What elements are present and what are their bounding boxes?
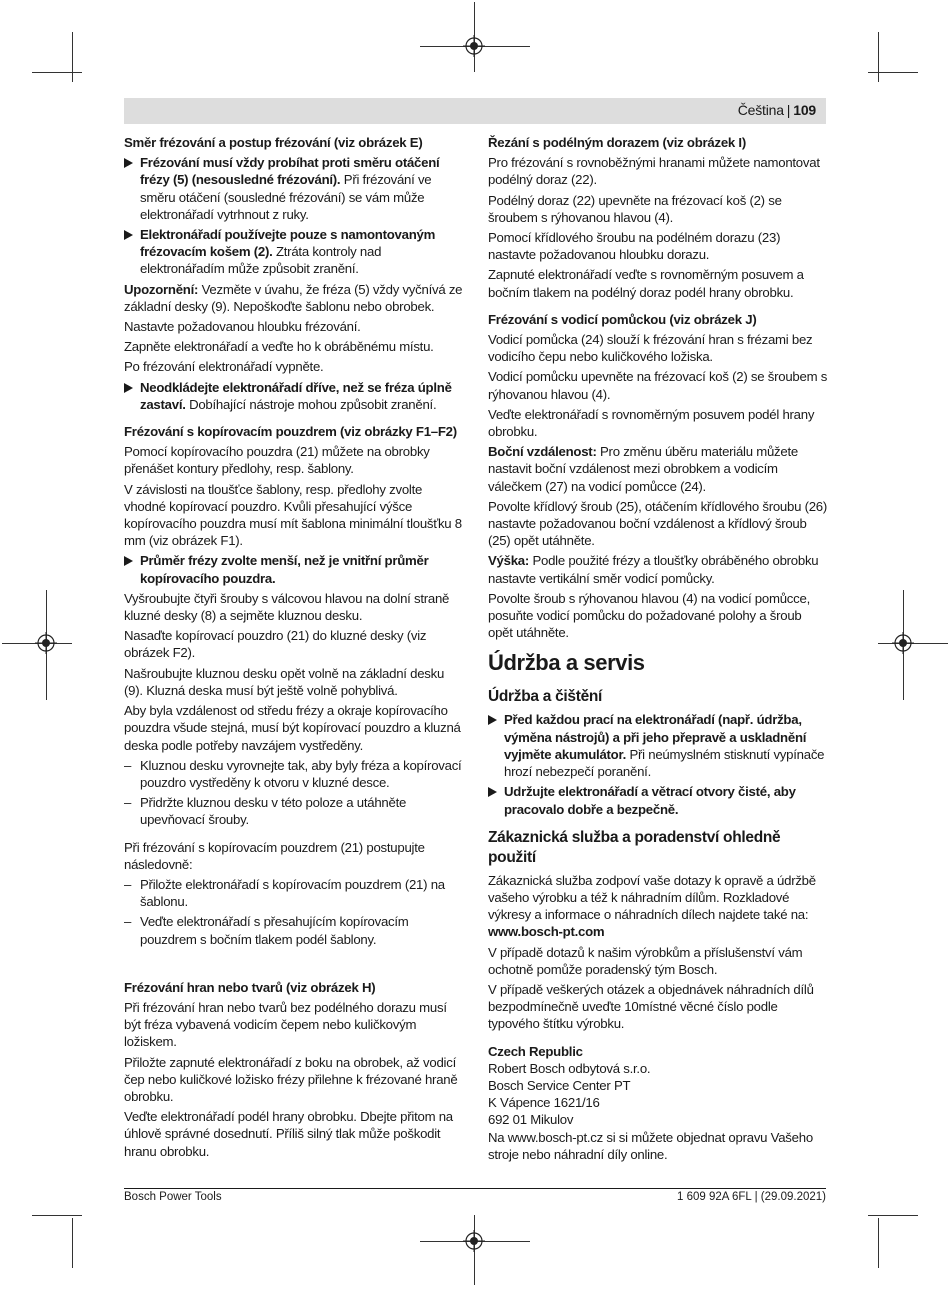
warning-text: Ztráta kontroly nad elektronářadím může způsobit zranění. — [140, 244, 382, 277]
crop-mark — [72, 32, 73, 82]
address-line: Robert Bosch odbytová s.r.o. — [488, 1060, 651, 1076]
address-line: Na www.bosch-pt.cz si si můžete objednat opravu Vašeho stroje nebo náhradní díly online. — [488, 1129, 813, 1162]
dash-marker: – — [124, 795, 132, 811]
warning-arrow-icon — [488, 715, 497, 725]
warning-bold: Před každou prací na elektronářadí (např. údržba, výměna nástrojů) a při jeho přepravě a uskladnění vyjměte akumulátor. — [504, 712, 807, 762]
dash-text: Veďte elektronářadí s přesahujícím kopírovacím pouzdrem s bočním tlakem podél šablony. — [140, 914, 409, 947]
crop-mark — [868, 1215, 918, 1216]
warning-text: Při neúmyslném stisknutí vypínače hrozí nebezpečí poranění. — [504, 746, 825, 780]
warning-arrow-icon — [124, 158, 133, 168]
warning-bold: Průměr frézy zvolte menší, než je vnitřní průměr kopírovacího pouzdra. — [140, 553, 429, 586]
dash-marker: – — [124, 757, 132, 773]
crop-mark — [32, 72, 82, 73]
paragraph: Zapněte elektronářadí a veďte ho k obráběnému místu. — [124, 339, 434, 355]
warning-bold: Udržujte elektronářadí a větrací otvory čisté, aby pracovalo dobře a bezpečně. — [504, 784, 796, 817]
height-text: Podle použité frézy a tloušťky obráběného obrobku nastavte vertikální směr vodicí pomůcky. — [488, 553, 819, 586]
height-label: Výška: — [488, 553, 530, 569]
crop-mark — [868, 72, 918, 73]
paragraph: Veďte elektronářadí s rovnoměrným posuvem podél hrany obrobku. — [488, 406, 815, 440]
footer-brand: Bosch Power Tools — [124, 1191, 222, 1203]
side-distance-label: Boční vzdálenost: — [488, 444, 597, 460]
address-line: 692 01 Mikulov — [488, 1112, 574, 1128]
warning-item — [124, 552, 464, 586]
warning-arrow-icon — [124, 383, 133, 393]
chapter-title: Údržba a servis — [488, 650, 645, 676]
paragraph: Veďte elektronářadí podél hrany obrobku. Dbejte přitom na úhlově správné dosednutí. Příliš silný tlak může poškodit hranu obrobku. — [124, 1109, 453, 1159]
right-column — [488, 134, 828, 1163]
dash-text: Přiložte elektronářadí s kopírovacím pouzdrem (21) na šablonu. — [140, 876, 445, 910]
registration-mark-icon — [463, 35, 485, 57]
dash-text: Přidržte kluznou desku v této poloze a utáhněte upevňovací šrouby. — [140, 795, 407, 828]
section-title: Frézování hran nebo tvarů (viz obrázek H) — [124, 979, 376, 995]
header-separator: | — [786, 102, 791, 118]
paragraph: V závislosti na tloušťce šablony, resp. předlohy zvolte vhodné kopírovací pouzdro. Kvůli přesahující výšce kopírovacího pouzdra musí mít šablona minimální tloušťku 8 mm (viz obrázek F1). — [124, 481, 462, 549]
paragraph: Zapnuté elektronářadí veďte s rovnoměrným posuvem a bočním tlakem na podélný doraz podél hrany obrobku. — [488, 267, 804, 300]
warning-item — [488, 783, 828, 817]
crop-mark — [32, 1215, 82, 1216]
paragraph: Vodicí pomůcka (24) slouží k frézování hran s frézami bez vodicího čepu nebo kuličkového ložiska. — [488, 332, 813, 365]
note-paragraph — [124, 281, 464, 315]
warning-bold: Frézování musí vždy probíhat proti směru otáčení frézy (5) (nesousledné frézování). — [140, 155, 440, 188]
paragraph: Aby byla vzdálenost od středu frézy a okraje kopírovacího pouzdra všude stejná, musí být kopírovací pouzdro a kluzná deska podle potřeby navzájem vystředěny. — [124, 703, 461, 753]
service-url: www.bosch-pt.com — [488, 924, 605, 940]
paragraph: V případě veškerých otázek a objednávek náhradních dílů bezpodmínečně uveďte 10místné věcné číslo podle typového štítku výrobku. — [488, 981, 814, 1032]
paragraph: Povolte šroub s rýhovanou hlavou (4) na vodicí pomůcce, posuňte vodicí pomůcku do požadované polohy a šroub opět utáhněte. — [488, 590, 810, 641]
dash-item — [124, 876, 464, 910]
section-title: Frézování s kopírovacím pouzdrem (viz obrázky F1–F2) — [124, 424, 457, 440]
paragraph: Při frézování hran nebo tvarů bez podélného dorazu musí být fréza vybavená vodicím čepem nebo kuličkovým ložiskem. — [124, 999, 447, 1050]
paragraph: Přiložte zapnuté elektronářadí z boku na obrobek, až vodicí čep nebo kuličkové ložisko frézy přilehne k frézované hraně obrobku. — [124, 1054, 458, 1104]
dash-item — [124, 913, 464, 947]
registration-mark-icon — [892, 632, 914, 654]
paragraph: Po frézování elektronářadí vypněte. — [124, 359, 324, 375]
registration-mark-icon — [35, 632, 57, 654]
dash-item — [124, 794, 464, 828]
note-text: Vezměte v úvahu, že fréza (5) vždy vyčnívá ze základní desky (9). Nepoškoďte šablonu nebo obrobek. — [124, 281, 463, 314]
paragraph: Podélný doraz (22) upevněte na frézovací koš (2) se šroubem s rýhovanou hlavou (4). — [488, 192, 782, 225]
warning-bold: Elektronářadí používejte pouze s namontovaným frézovacím košem (2). — [140, 227, 436, 260]
address-line: Bosch Service Center PT — [488, 1077, 631, 1093]
subsection-title: Zákaznická služba a poradenství ohledně použití — [488, 828, 781, 866]
paragraph: Pomocí křídlového šroubu na podélném dorazu (23) nastavte požadovanou hloubku dorazu. — [488, 230, 781, 263]
side-distance-text: Pro změnu úběru materiálu můžete nastavit boční vzdálenost mezi obrobkem a vodicím válečkem (27) na vodicí pomůcce (24). — [488, 444, 798, 494]
country-heading: Czech Republic — [488, 1043, 583, 1059]
warning-item — [124, 154, 464, 223]
warning-item — [124, 379, 464, 413]
paragraph: Vyšroubujte čtyři šrouby s válcovou hlavou na dolní straně kluzné desky (8) a sejměte kluznou desku. — [124, 590, 450, 624]
paragraph: Zákaznická služba zodpoví vaše dotazy k opravě a údržbě vašeho výrobku a též k náhradním dílům. Rozkladové výkresy a informace o náhradních dílech najdete také na: — [488, 872, 816, 923]
header-text — [738, 102, 816, 118]
warning-item — [488, 711, 828, 780]
page-number: 109 — [793, 102, 816, 118]
paragraph: Našroubujte kluznou desku opět volně na základní desku (9). Kluzná deska musí být ještě volně pohyblivá. — [124, 665, 445, 698]
side-distance-paragraph — [488, 443, 828, 495]
height-paragraph — [488, 552, 828, 586]
crop-mark — [878, 1218, 879, 1268]
warning-arrow-icon — [124, 556, 133, 566]
footer-rule — [124, 1188, 826, 1189]
warning-arrow-icon — [124, 230, 133, 240]
left-column — [124, 134, 464, 1163]
paragraph: Vodicí pomůcku upevněte na frézovací koš (2) se šroubem s rýhovanou hlavou (4). — [488, 369, 828, 402]
section-title: Směr frézování a postup frézování (viz obrázek E) — [124, 135, 423, 150]
paragraph: V případě dotazů k našim výrobkům a příslušenství vám ochotně pomůže poradenský tým Bosch. — [488, 944, 803, 977]
warning-text: Při frézování ve směru otáčení (sousledné frézování) se vám může elektronářadí vytrhnout z ruky. — [140, 172, 432, 222]
subsection-title: Údržba a čištění — [488, 688, 603, 706]
note-label: Upozornění: — [124, 281, 199, 297]
paragraph: Při frézování s kopírovacím pouzdrem (21) postupujte následovně: — [124, 839, 425, 872]
dash-marker: – — [124, 914, 132, 930]
crop-mark — [72, 1218, 73, 1268]
dash-item — [124, 757, 464, 791]
warning-bold: Neodkládejte elektronářadí dříve, než se fréza úplně zastaví. — [140, 379, 452, 412]
paragraph: Pro frézování s rovnoběžnými hranami můžete namontovat podélný doraz (22). — [488, 155, 820, 188]
registration-mark-icon — [463, 1230, 485, 1252]
warning-arrow-icon — [488, 787, 497, 797]
paragraph: Pomocí kopírovacího pouzdra (21) můžete na obrobky přenášet kontury předlohy, resp. šablony. — [124, 444, 430, 477]
warning-text: Dobíhající nástroje mohou způsobit zranění. — [185, 396, 437, 412]
dash-marker: – — [124, 876, 132, 892]
paragraph: Povolte křídlový šroub (25), otáčením křídlového šroubu (26) nastavte požadovanou boční vzdálenost a křídlový šroub (25) opět utáhněte. — [488, 498, 828, 549]
page-header — [124, 98, 826, 124]
warning-item — [124, 226, 464, 278]
address-line: K Vápence 1621/16 — [488, 1095, 600, 1111]
crop-mark — [878, 32, 879, 82]
paragraph: Nasaďte kopírovací pouzdro (21) do kluzné desky (viz obrázek F2). — [124, 628, 427, 661]
dash-text: Kluznou desku vyrovnejte tak, aby byly fréza a kopírovací pouzdro vystředěny k otvoru v kluzné desce. — [140, 757, 462, 790]
section-title: Frézování s vodicí pomůckou (viz obrázek J) — [488, 311, 757, 327]
paragraph: Nastavte požadovanou hloubku frézování. — [124, 319, 361, 335]
footer-code: 1 609 92A 6FL | (29.09.2021) — [677, 1191, 826, 1203]
header-language: Čeština — [737, 102, 784, 118]
section-title: Řezání s podélným dorazem (viz obrázek I) — [488, 135, 746, 150]
